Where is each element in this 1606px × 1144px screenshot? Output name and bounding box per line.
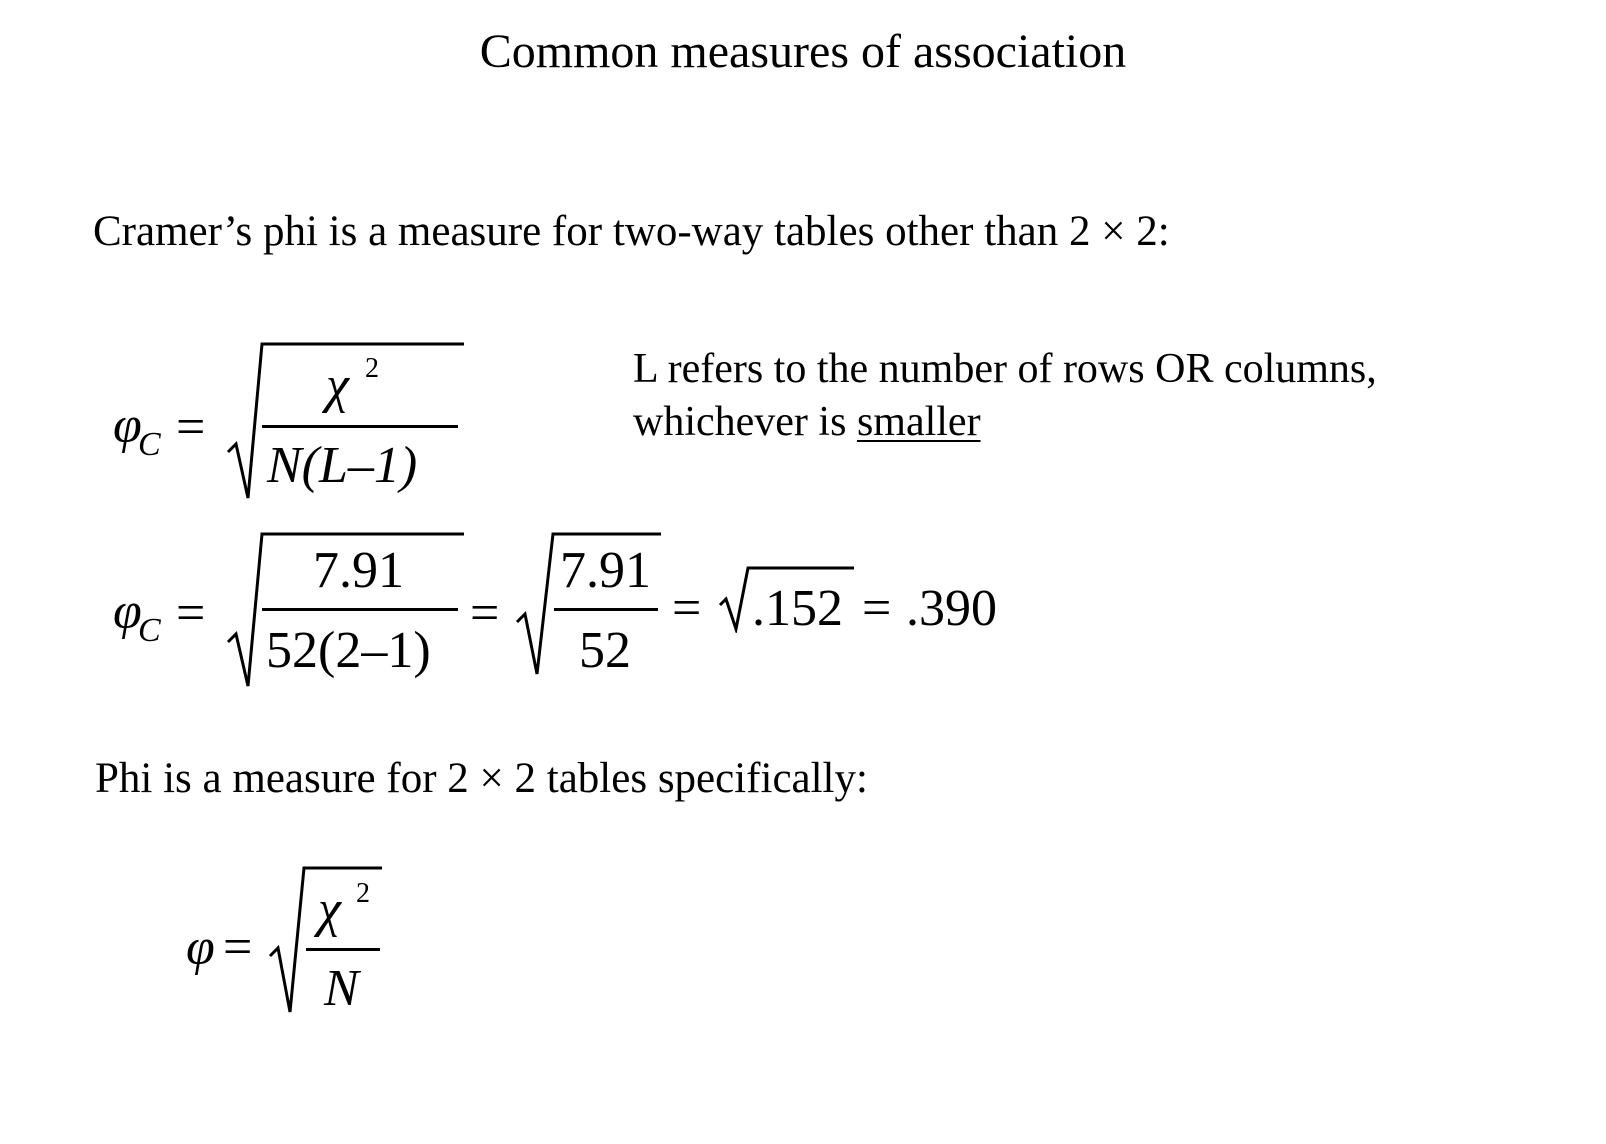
example-equals-2: = [470, 585, 500, 642]
phi-fraction-bar [306, 948, 380, 951]
example-equals-1: = [176, 585, 206, 642]
example-step2-fraction-bar [554, 608, 658, 611]
note-line-1: L refers to the number of rows OR columns, [633, 346, 1377, 392]
phi-numerator-chi: χ [318, 881, 341, 938]
phi-denominator: N [324, 960, 359, 1017]
example-step2-denominator: 52 [579, 622, 631, 679]
example-step2-numerator: 7.91 [560, 542, 651, 599]
phi-intro: Phi is a measure for 2 × 2 tables specifically: [95, 755, 868, 802]
note-line-2-prefix: whichever is [633, 399, 857, 445]
l-definition-note [633, 343, 1493, 449]
cramer-lhs-phi: φ [113, 397, 142, 454]
note-underlined-word: smaller [856, 399, 981, 445]
example-step1-fraction-bar [262, 608, 458, 611]
example-equals-3: = [672, 580, 702, 637]
example-step1-numerator: 7.91 [313, 542, 404, 599]
example-lhs-phi: φ [113, 583, 142, 640]
phi-numerator-exponent: 2 [356, 878, 370, 909]
example-result: .390 [906, 580, 997, 637]
example-step1-denominator: 52(2–1) [266, 622, 431, 679]
cramer-denominator: N(L–1) [267, 437, 418, 494]
example-equals-4: = [862, 580, 892, 637]
cramer-lhs-subscript: C [138, 426, 161, 463]
cramer-fraction-bar [262, 425, 458, 428]
cramer-equals: = [176, 399, 206, 456]
cramers-phi-intro: Cramer’s phi is a measure for two-way tables other than 2 × 2: [93, 208, 1170, 255]
cramer-numerator-exponent: 2 [365, 353, 379, 384]
page-title: Common measures of association [479, 25, 1127, 78]
phi-lhs-symbol: φ [186, 919, 215, 976]
phi-equals: = [223, 919, 253, 976]
example-lhs-subscript: C [138, 612, 161, 649]
cramer-numerator-chi: χ [326, 357, 349, 414]
example-step3-radicand: .152 [752, 580, 843, 637]
